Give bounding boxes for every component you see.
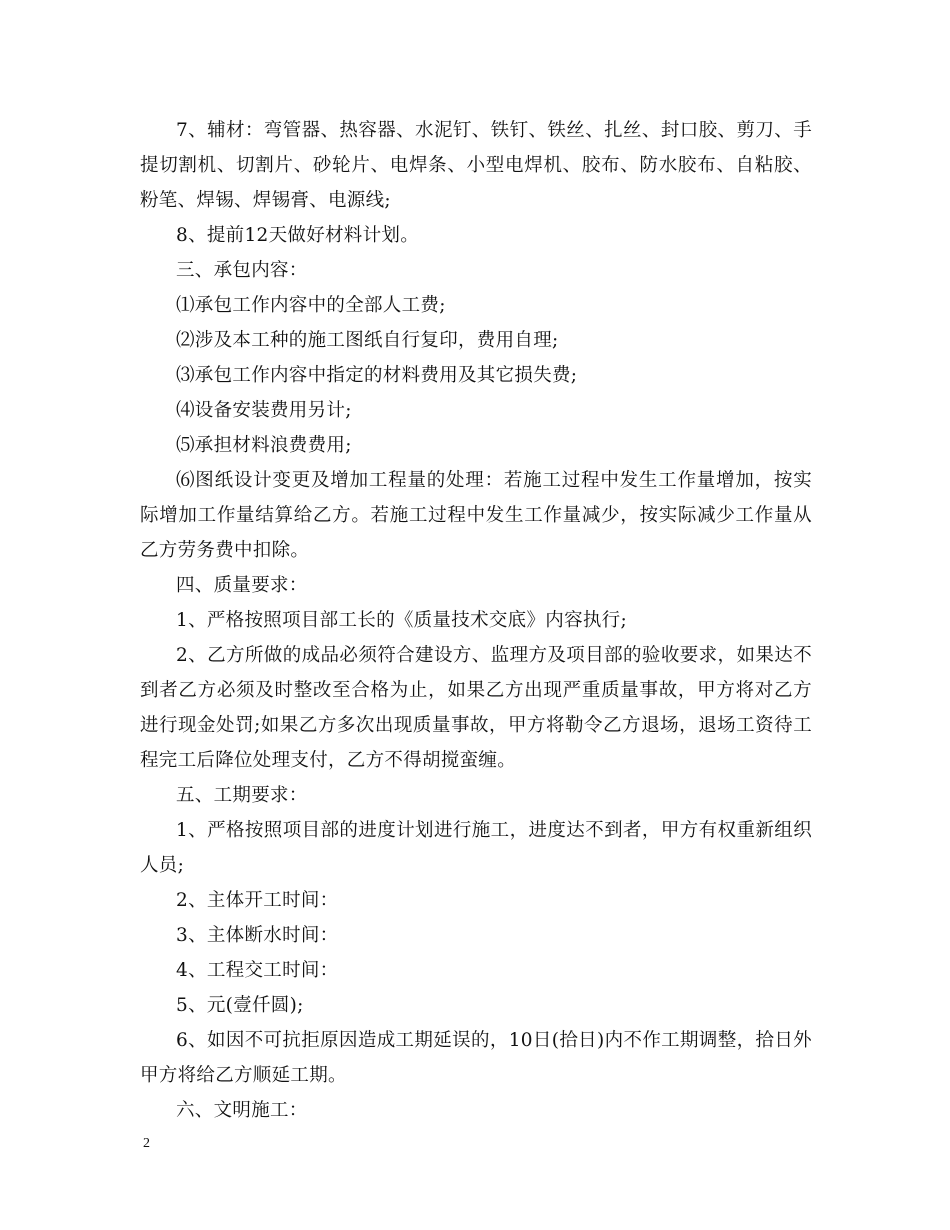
paragraph-scope-5: ⑸承担材料浪费费用; — [176, 435, 352, 456]
paragraph-scope-4: ⑷设备安装费用另计; — [176, 400, 352, 421]
paragraph-schedule-2: 2、主体开工时间： — [176, 890, 339, 911]
paragraph-schedule-4: 4、工程交工时间： — [176, 960, 339, 981]
heading-schedule-requirements: 五、工期要求： — [176, 785, 308, 806]
paragraph-schedule-5: 5、元(壹仟圆); — [176, 995, 304, 1016]
paragraph-schedule-1: 1、严格按照项目部的进度计划进行施工，进度达不到者，甲方有权重新组织人员; — [140, 820, 812, 876]
paragraph-scope-6: ⑹图纸设计变更及增加工程量的处理：若施工过程中发生工作量增加，按实际增加工作量结算给乙方。若施工过程中发生工作量减少，按实际减少工作量从乙方劳务费中扣除。 — [140, 470, 812, 561]
document-body — [140, 113, 812, 1128]
paragraph-schedule-3: 3、主体断水时间： — [176, 925, 339, 946]
paragraph-quality-2: 2、乙方所做的成品必须符合建设方、监理方及项目部的验收要求，如果达不到者乙方必须及时整改至合格为止，如果乙方出现严重质量事故，甲方将对乙方进行现金处罚;如果乙方多次出现质量事故，甲方将勒令乙方退场，退场工资待工程完工后降位处理支付，乙方不得胡搅蛮缠。 — [140, 645, 812, 771]
paragraph-scope-1: ⑴承包工作内容中的全部人工费; — [176, 295, 446, 316]
paragraph-quality-1: 1、严格按照项目部工长的《质量技术交底》内容执行; — [176, 610, 628, 631]
paragraph-schedule-6: 6、如因不可抗拒原因造成工期延误的，10日(拾日)内不作工期调整，拾日外甲方将给乙方顺延工期。 — [140, 1030, 812, 1086]
paragraph-auxiliary-materials: 7、辅材：弯管器、热容器、水泥钉、铁钉、铁丝、扎丝、封口胶、剪刀、手提切割机、切割片、砂轮片、电焊条、小型电焊机、胶布、防水胶布、自粘胶、粉笔、焊锡、焊锡膏、电源线; — [140, 120, 812, 211]
paragraph-scope-2: ⑵涉及本工种的施工图纸自行复印，费用自理; — [176, 330, 559, 351]
page-number: 2 — [143, 1136, 150, 1151]
paragraph-material-plan: 8、提前12天做好材料计划。 — [176, 225, 420, 246]
heading-contract-scope: 三、承包内容： — [176, 260, 308, 281]
heading-quality-requirements: 四、质量要求： — [176, 575, 308, 596]
paragraph-scope-3: ⑶承包工作内容中指定的材料费用及其它损失费; — [176, 365, 578, 386]
heading-civilized-construction: 六、文明施工： — [176, 1100, 308, 1121]
